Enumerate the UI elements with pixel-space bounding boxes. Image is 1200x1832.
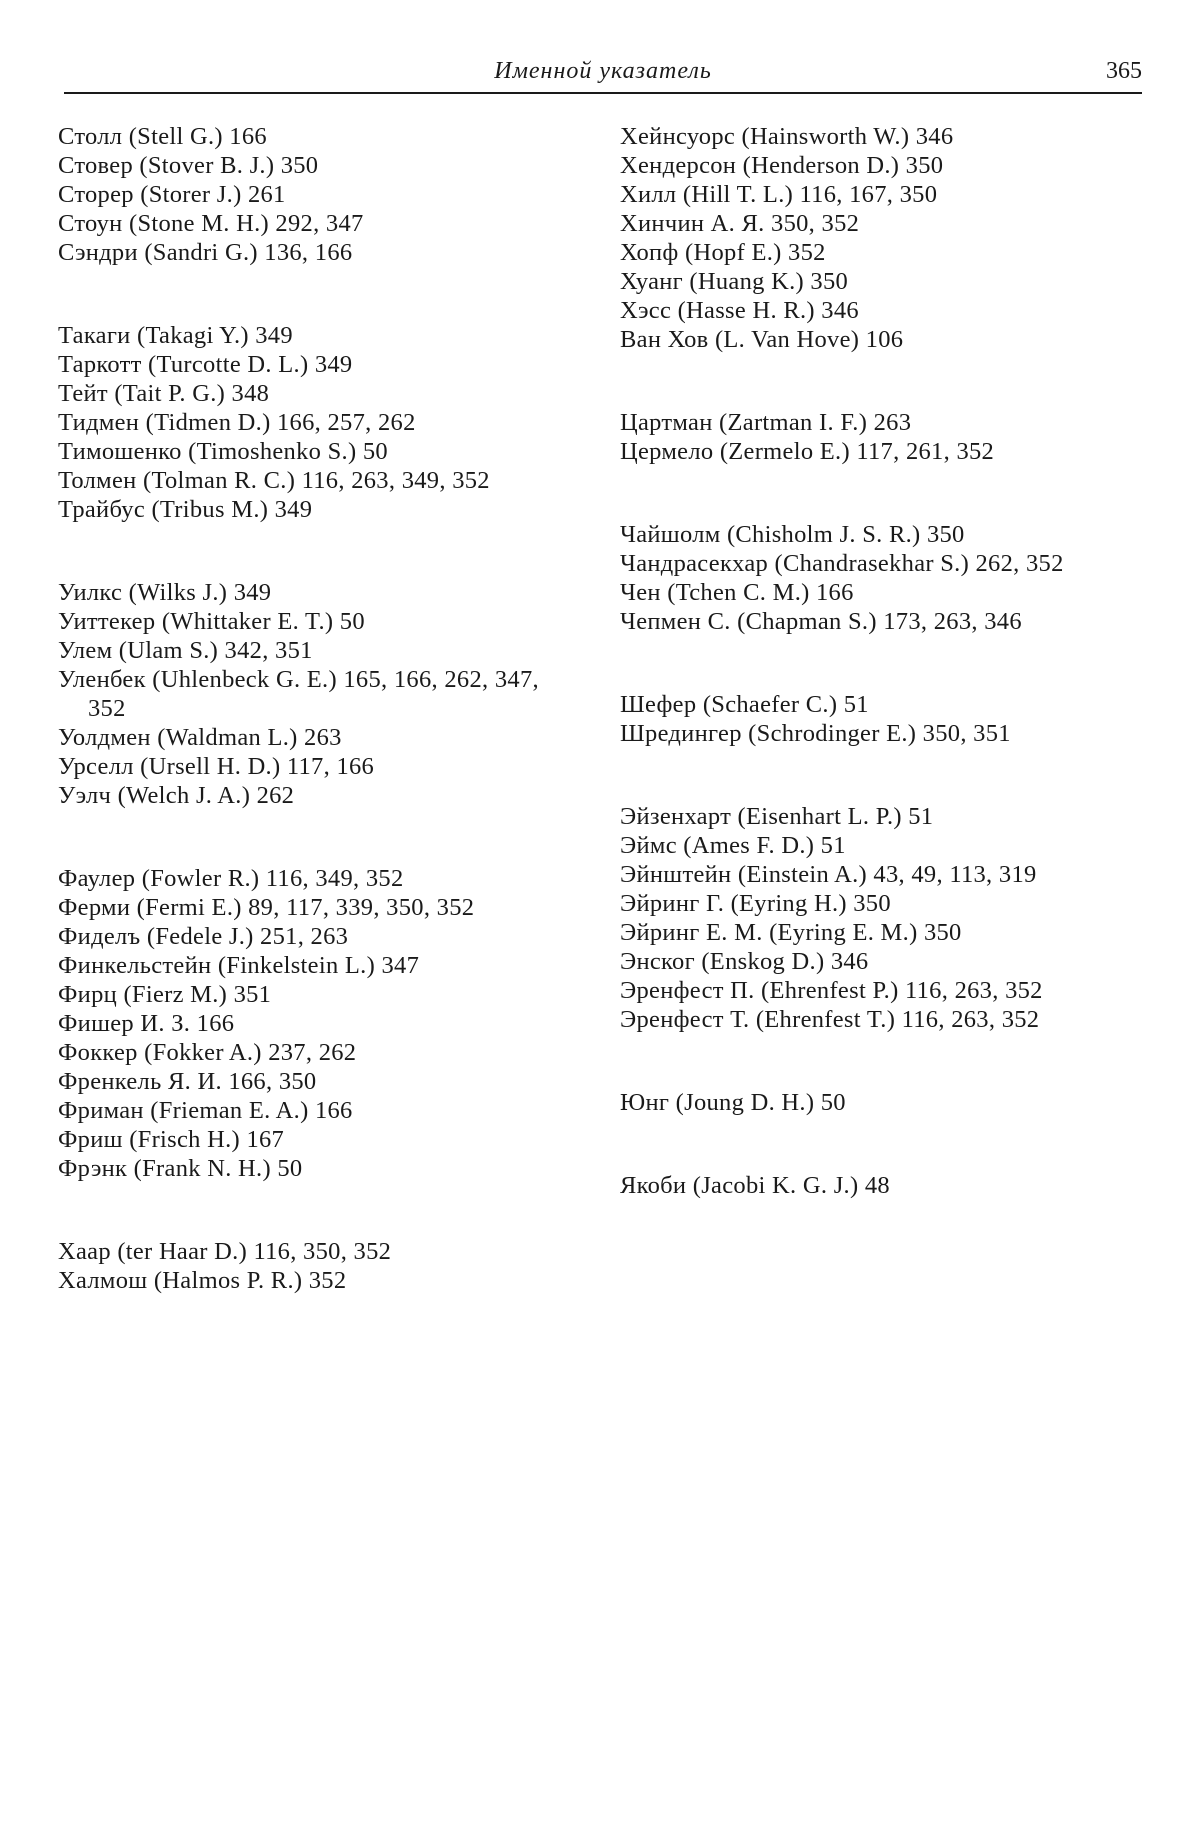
index-entry: Шефер (Schaefer C.) 51 bbox=[620, 691, 869, 718]
index-column-left bbox=[58, 122, 578, 1349]
index-entry: Сэндри (Sandri G.) 136, 166 bbox=[58, 239, 353, 266]
index-entry: Ферми (Fermi E.) 89, 117, 339, 350, 352 bbox=[58, 894, 475, 921]
index-entry: Чандрасекхар (Chandrasekhar S.) 262, 352 bbox=[620, 550, 1064, 577]
index-entry: Хуанг (Huang K.) 350 bbox=[620, 268, 849, 295]
index-entry: Такаги (Takagi Y.) 349 bbox=[58, 322, 293, 349]
page-header bbox=[64, 52, 1142, 92]
index-entry: Фирц (Fierz M.) 351 bbox=[58, 981, 272, 1008]
index-entry: Эймс (Ames F. D.) 51 bbox=[620, 832, 846, 859]
index-letter-group bbox=[620, 122, 1140, 354]
index-entry: Цермело (Zermelo E.) 117, 261, 352 bbox=[620, 438, 995, 465]
index-entry: Уилкс (Wilks J.) 349 bbox=[58, 579, 272, 606]
index-entry: Шредингер (Schrodinger E.) 350, 351 bbox=[620, 720, 1011, 747]
index-entry: Таркотт (Turcotte D. L.) 349 bbox=[58, 351, 353, 378]
index-entry: Финкельстейн (Finkelstein L.) 347 bbox=[58, 952, 420, 979]
index-entry: Якоби (Jacobi K. G. J.) 48 bbox=[620, 1172, 890, 1199]
index-entry: Фриман (Frieman E. A.) 166 bbox=[58, 1097, 353, 1124]
index-letter-group bbox=[58, 321, 578, 524]
index-entry: Френкель Я. И. 166, 350 bbox=[58, 1068, 317, 1095]
index-entry: Энског (Enskog D.) 346 bbox=[620, 948, 869, 975]
index-entry: Эйзенхарт (Eisenhart L. P.) 51 bbox=[620, 803, 934, 830]
index-entry: Ван Хов (L. Van Hove) 106 bbox=[620, 326, 904, 353]
index-entry: Фаулер (Fowler R.) 116, 349, 352 bbox=[58, 865, 404, 892]
index-letter-group bbox=[58, 1237, 578, 1295]
index-entry: Стовер (Stover B. J.) 350 bbox=[58, 152, 319, 179]
index-letter-group bbox=[620, 520, 1140, 636]
index-entry: Уиттекер (Whittaker E. T.) 50 bbox=[58, 608, 365, 635]
index-entry: Улем (Ulam S.) 342, 351 bbox=[58, 637, 313, 664]
index-entry: Столл (Stell G.) 166 bbox=[58, 123, 267, 150]
index-entry: Эйринг Е. М. (Eyring E. M.) 350 bbox=[620, 919, 962, 946]
index-entry: Урселл (Ursell H. D.) 117, 166 bbox=[58, 753, 375, 780]
index-entry: Уолдмен (Waldman L.) 263 bbox=[58, 724, 342, 751]
index-entry: Юнг (Joung D. H.) 50 bbox=[620, 1089, 846, 1116]
running-title: Именной указатель bbox=[494, 58, 712, 84]
index-column-right bbox=[620, 122, 1140, 1254]
header-rule bbox=[64, 92, 1142, 94]
index-entry: Халмош (Halmos P. R.) 352 bbox=[58, 1267, 347, 1294]
index-letter-group bbox=[58, 578, 578, 810]
index-entry: Хейнсуорс (Hainsworth W.) 346 bbox=[620, 123, 954, 150]
index-entry: Эйнштейн (Einstein A.) 43, 49, 113, 319 bbox=[620, 861, 1037, 888]
index-entry: Фишер И. З. 166 bbox=[58, 1010, 235, 1037]
index-letter-group bbox=[620, 1171, 1140, 1200]
index-entry: Стоун (Stone M. H.) 292, 347 bbox=[58, 210, 364, 237]
index-entry: Уэлч (Welch J. A.) 262 bbox=[58, 782, 295, 809]
index-entry: Уленбек (Uhlenbeck G. E.) 165, 166, 262, 347, 352 bbox=[58, 666, 539, 722]
index-letter-group bbox=[58, 864, 578, 1183]
index-entry: Цартман (Zartman I. F.) 263 bbox=[620, 409, 912, 436]
index-entry: Хендерсон (Henderson D.) 350 bbox=[620, 152, 944, 179]
page-number: 365 bbox=[1106, 58, 1142, 84]
index-entry: Хопф (Hopf E.) 352 bbox=[620, 239, 826, 266]
index-letter-group bbox=[620, 802, 1140, 1034]
index-entry: Трайбус (Tribus M.) 349 bbox=[58, 496, 313, 523]
index-entry: Чен (Tchen C. M.) 166 bbox=[620, 579, 854, 606]
index-letter-group bbox=[620, 690, 1140, 748]
index-entry: Эренфест П. (Ehrenfest P.) 116, 263, 352 bbox=[620, 977, 1043, 1004]
index-entry: Фоккер (Fokker A.) 237, 262 bbox=[58, 1039, 357, 1066]
index-entry: Хаар (ter Haar D.) 116, 350, 352 bbox=[58, 1238, 392, 1265]
index-entry: Чайшолм (Chisholm J. S. R.) 350 bbox=[620, 521, 965, 548]
index-entry: Фриш (Frisch H.) 167 bbox=[58, 1126, 285, 1153]
index-entry: Хэсс (Hasse H. R.) 346 bbox=[620, 297, 859, 324]
index-entry: Тейт (Tait P. G.) 348 bbox=[58, 380, 270, 407]
index-entry: Фиделъ (Fedele J.) 251, 263 bbox=[58, 923, 349, 950]
index-entry: Тидмен (Tidmen D.) 166, 257, 262 bbox=[58, 409, 416, 436]
index-letter-group bbox=[620, 1088, 1140, 1117]
index-entry: Хилл (Hill T. L.) 116, 167, 350 bbox=[620, 181, 938, 208]
index-entry: Чепмен С. (Chapman S.) 173, 263, 346 bbox=[620, 608, 1022, 635]
index-entry: Фрэнк (Frank N. H.) 50 bbox=[58, 1155, 303, 1182]
index-entry: Тимошенко (Timoshenko S.) 50 bbox=[58, 438, 388, 465]
index-entry: Хинчин А. Я. 350, 352 bbox=[620, 210, 860, 237]
index-letter-group bbox=[620, 408, 1140, 466]
index-entry: Эренфест Т. (Ehrenfest T.) 116, 263, 352 bbox=[620, 1006, 1040, 1033]
index-entry: Толмен (Tolman R. C.) 116, 263, 349, 352 bbox=[58, 467, 490, 494]
index-letter-group bbox=[58, 122, 578, 267]
index-entry: Сторер (Storer J.) 261 bbox=[58, 181, 286, 208]
index-entry: Эйринг Г. (Eyring H.) 350 bbox=[620, 890, 891, 917]
